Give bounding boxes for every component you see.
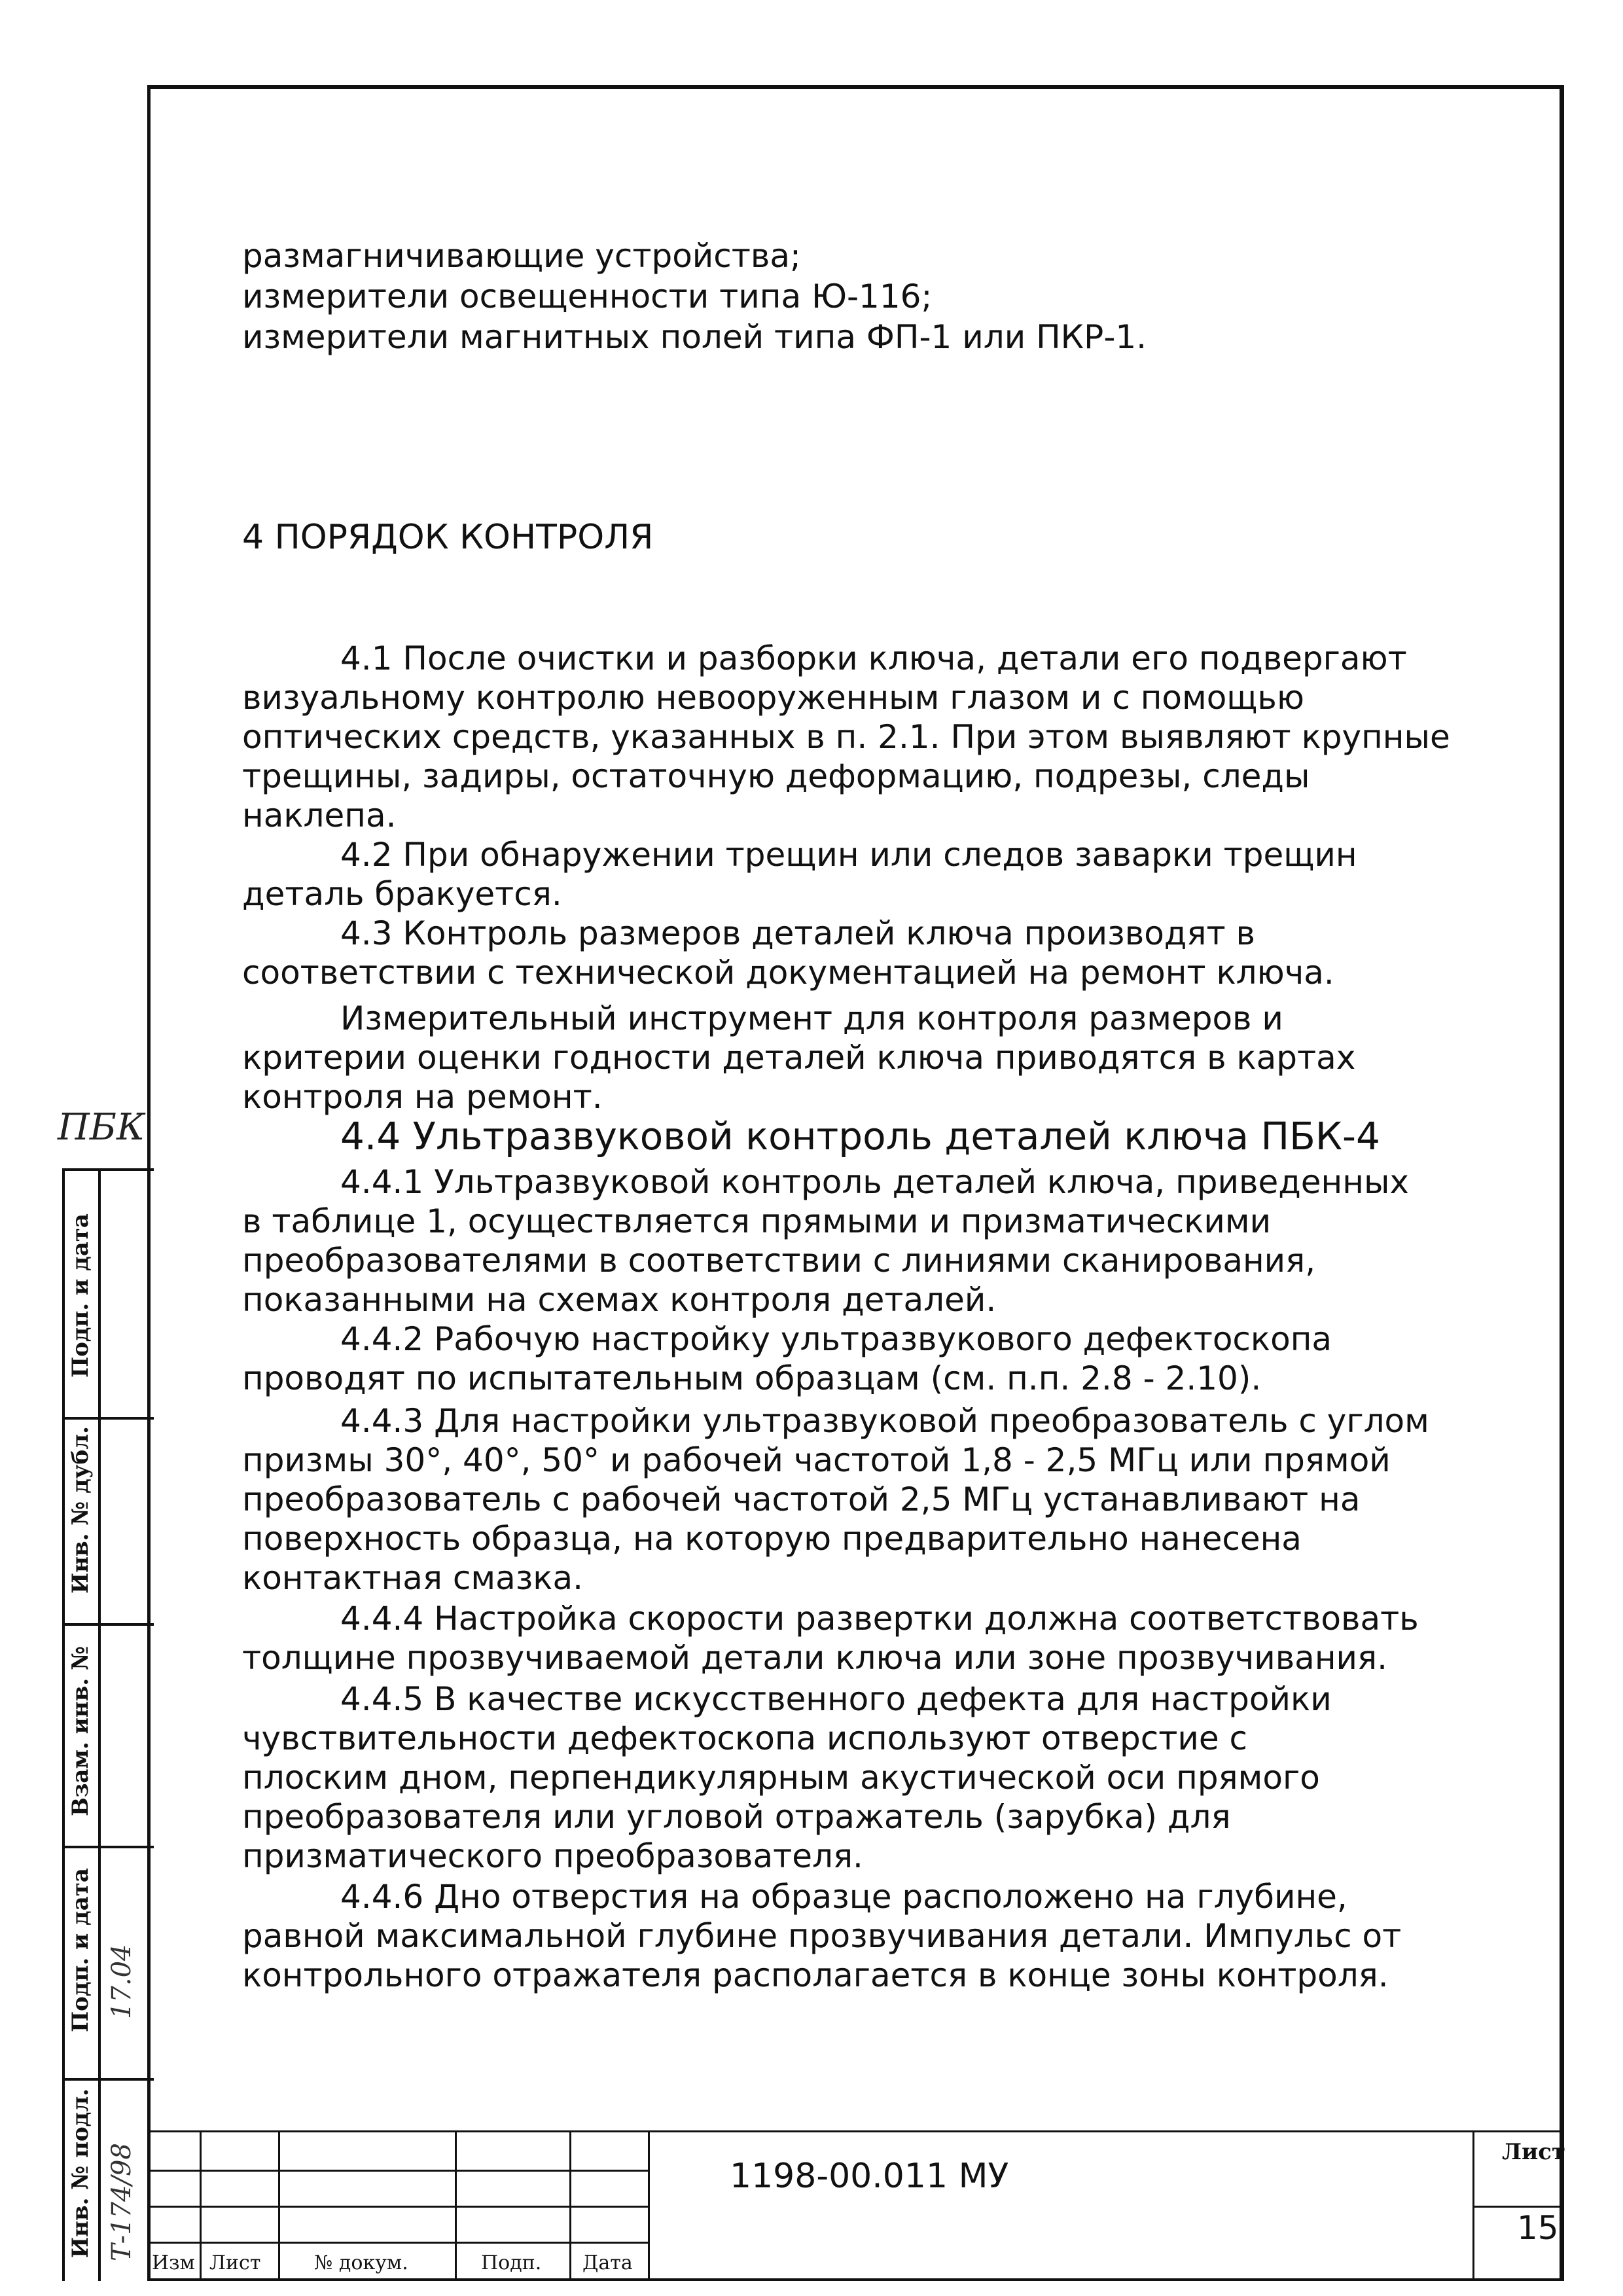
paragraph-line: призмы 30°, 40°, 50° и рабочей частотой 1,8 - 2,5 МГц или прямой xyxy=(242,1441,1391,1479)
paragraph-line: 4.4.1 Ультразвуковой контроль деталей ключа, приведенных xyxy=(340,1163,1410,1201)
paragraph-line: 4.4.6 Дно отверстия на образце расположено на глубине, xyxy=(340,1878,1347,1916)
section-heading: 4 ПОРЯДОК КОНТРОЛЯ xyxy=(242,518,654,557)
side-border-inner xyxy=(98,1168,101,2281)
document-number: 1198-00.011 МУ xyxy=(730,2157,1009,2196)
side-label-inv-podl: Инв. № подл. xyxy=(67,2088,94,2258)
paragraph-line: проводят по испытательным образцам (см. п.п. 2.8 - 2.10). xyxy=(242,1359,1262,1397)
paragraph-line: 4.4.5 В качестве искусственного дефекта для настройки xyxy=(340,1680,1332,1718)
side-divider xyxy=(62,2078,154,2081)
tb-caption-dokum: № докум. xyxy=(314,2251,408,2274)
subsection-heading: 4.4 Ультразвуковой контроль деталей ключа ПБК-4 xyxy=(340,1114,1380,1158)
paragraph-line: в таблице 1, осуществляется прямыми и призматическими xyxy=(242,1202,1272,1240)
side-border-outer xyxy=(62,1168,65,2281)
paragraph-line: контактная смазка. xyxy=(242,1559,584,1597)
paragraph-line: преобразователь с рабочей частотой 2,5 МГц устанавливают на xyxy=(242,1480,1361,1518)
tb-caption-izm: Изм xyxy=(152,2251,195,2274)
tb-top-line xyxy=(151,2130,1564,2132)
tb-row-line xyxy=(151,2170,648,2172)
side-stamp xyxy=(62,1168,154,2281)
paragraph-line: показанными на схемах контроля деталей. xyxy=(242,1281,997,1319)
side-label-vzam-inv: Взам. инв. № xyxy=(67,1645,94,1816)
side-divider xyxy=(62,1417,154,1420)
intro-line: измерители магнитных полей типа ФП-1 или ПКР-1. xyxy=(242,318,1147,356)
paragraph-line: контроля на ремонт. xyxy=(242,1078,603,1116)
paragraph-line: наклепа. xyxy=(242,797,397,834)
side-label-podp-data: Подп. и дата xyxy=(67,1868,94,2032)
handwritten-date: 17.04 xyxy=(107,1944,137,2019)
paragraph-line: трещины, задиры, остаточную деформацию, подрезы, следы xyxy=(242,757,1310,795)
paragraph-line: 4.4.3 Для настройки ультразвуковой преобразователь с углом xyxy=(340,1402,1429,1440)
paragraph-line: 4.2 При обнаружении трещин или следов заварки трещин xyxy=(340,836,1357,874)
paragraph-line: плоским дном, перпендикулярным акустической оси прямого xyxy=(242,1759,1320,1797)
title-block xyxy=(151,2130,1564,2281)
paragraph-line: 4.3 Контроль размеров деталей ключа производят в xyxy=(340,914,1255,952)
tb-col-line xyxy=(455,2130,457,2281)
tb-sheet-line xyxy=(1472,2206,1564,2208)
handwritten-mark: ПБК xyxy=(58,1106,145,1149)
paragraph-line: призматического преобразователя. xyxy=(242,1837,863,1875)
tb-caption-podp: Подп. xyxy=(481,2251,542,2274)
handwritten-inventory: Т-174/98 xyxy=(107,2143,137,2261)
tb-col-line xyxy=(200,2130,202,2281)
paragraph-line: толщине прозвучиваемой детали ключа или зоне прозвучивания. xyxy=(242,1639,1387,1677)
paragraph-line: критерии оценки годности деталей ключа приводятся в картах xyxy=(242,1039,1356,1077)
side-divider xyxy=(62,1846,154,1848)
paragraph-line: равной максимальной глубине прозвучивания детали. Импульс от xyxy=(242,1917,1402,1955)
paragraph-line: визуальному контролю невооруженным глазом и с помощью xyxy=(242,679,1304,717)
tb-row-line xyxy=(151,2242,648,2244)
tb-caption-list: Лист xyxy=(209,2251,261,2274)
side-divider xyxy=(62,1168,154,1171)
side-label-inv-dubl: Инв. № дубл. xyxy=(67,1426,94,1594)
tb-col-line xyxy=(1472,2130,1474,2281)
paragraph-line: деталь бракуется. xyxy=(242,875,562,913)
paragraph-line: поверхность образца, на которую предварительно нанесена xyxy=(242,1520,1302,1558)
paragraph-line: 4.1 После очистки и разборки ключа, детали его подвергают xyxy=(340,639,1407,677)
tb-caption-data: Дата xyxy=(582,2251,633,2274)
paragraph-line: 4.4.2 Рабочую настройку ультразвукового дефектоскопа xyxy=(340,1320,1332,1358)
tb-col-line xyxy=(278,2130,280,2281)
paragraph-line: контрольного отражателя располагается в конце зоны контроля. xyxy=(242,1956,1389,1994)
side-divider xyxy=(62,1623,154,1626)
intro-line: размагничивающие устройства; xyxy=(242,237,801,275)
paragraph-line: преобразователя или угловой отражатель (зарубка) для xyxy=(242,1798,1231,1836)
tb-col-line xyxy=(648,2130,650,2281)
tb-col-line xyxy=(569,2130,571,2281)
side-label-podp-data-2: Подп. и дата xyxy=(67,1213,94,1378)
paragraph-line: 4.4.4 Настройка скорости развертки должна соответствовать xyxy=(340,1600,1419,1638)
sheet-number: 15 xyxy=(1517,2209,1559,2247)
paragraph-line: преобразователями в соответствии с линиями сканирования, xyxy=(242,1242,1316,1280)
intro-line: измерители освещенности типа Ю-116; xyxy=(242,278,933,315)
paragraph-line: чувствительности дефектоскопа используют отверстие с xyxy=(242,1719,1247,1757)
paragraph-line: Измерительный инструмент для контроля размеров и xyxy=(340,999,1283,1037)
paragraph-line: оптических средств, указанных в п. 2.1. При этом выявляют крупные xyxy=(242,718,1450,756)
paragraph-line: соответствии с технической документацией на ремонт ключа. xyxy=(242,954,1334,992)
tb-row-line xyxy=(151,2206,648,2208)
sheet-label: Лист xyxy=(1502,2139,1566,2165)
